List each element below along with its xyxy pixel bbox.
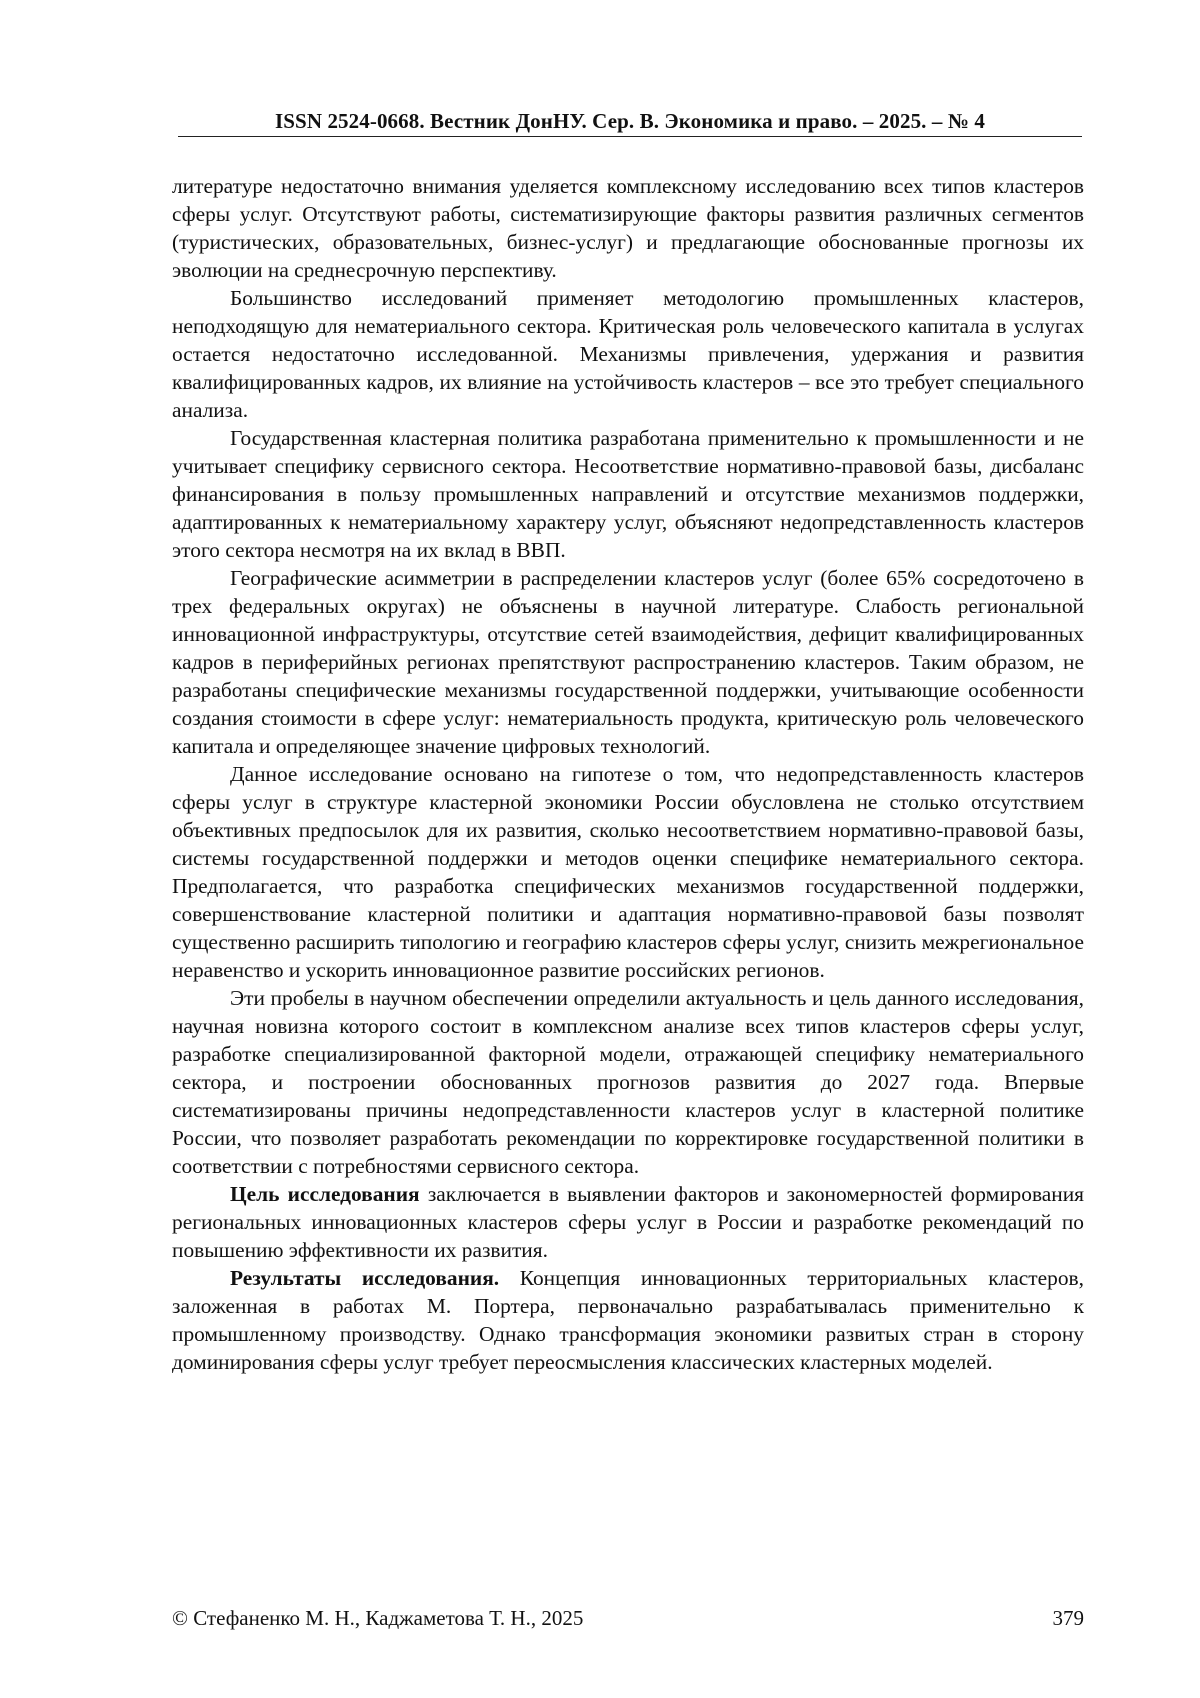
paragraph-continued: литературе недостаточно внимания уделяется комплексному исследованию всех типов кластеров сферы услуг. Отсутствуют работы, систематизирующие факторы развития различных сегментов (туристических, образовательных, бизнес-услуг) и предлагающие обоснованные прогнозы их эволюции на среднесрочную перспективу. <box>172 174 1084 282</box>
paragraph-research-results <box>172 1264 1084 1376</box>
article-body <box>172 172 1084 1376</box>
paragraph-state-policy: Государственная кластерная политика разработана применительно к промышленности и не учитывает специфику сервисного сектора. Несоответствие нормативно-правовой базы, дисбаланс финансирования в пользу промышленных направлений и отсутствие механизмов поддержки, адаптированных к нематериальному характеру услуг, объясняют недопредставленность кластеров этого сектора несмотря на их вклад в ВВП. <box>172 426 1084 562</box>
paragraph-methodology: Большинство исследований применяет методологию промышленных кластеров, неподходящую для нематериального сектора. Критическая роль человеческого капитала в услугах остается недостаточно исследованной. Механизмы привлечения, удержания и развития квалифицированных кадров, их влияние на устойчивость кластеров – все это требует специального анализа. <box>172 286 1084 422</box>
research-goal-text: заключается в выявлении факторов и закономерностей формирования региональных инновационных кластеров сферы услуг в России и разработке рекомендаций по повышению эффективности их развития. <box>172 1182 1084 1262</box>
research-results-heading: Результаты исследования. <box>230 1266 500 1290</box>
paragraph-hypothesis: Данное исследование основано на гипотезе о том, что недопредставленность кластеров сферы услуг в структуре кластерной экономики России обусловлена не столько отсутствием объективных предпосылок для их развития, сколько несоответствием нормативно-правовой базы, системы государственной поддержки и методов оценки специфике нематериального сектора. Предполагается, что разработка специфических механизмов государственной поддержки, совершенствование кластерной политики и адаптация нормативно-правовой базы позволят существенно расширить типологию и географию кластеров сферы услуг, снизить межрегиональное неравенство и ускорить инновационное развитие российских регионов. <box>172 762 1084 982</box>
page-number: 379 <box>1052 1606 1084 1630</box>
paragraph-novelty: Эти пробелы в научном обеспечении определили актуальность и цель данного исследования, научная новизна которого состоит в комплексном анализе всех типов кластеров сферы услуг, разработке специализированной факторной модели, отражающей специфику нематериального сектора, и построении обоснованных прогнозов развития до 2027 года. Впервые систематизированы причины недопредставленности кластеров услуг в кластерной политике России, что позволяет разработать рекомендации по корректировке государственной политики в соответствии с потребностями сервисного сектора. <box>172 986 1084 1178</box>
research-results-text: Концепция инновационных территориальных кластеров, заложенная в работах М. Портера, первоначально разрабатывалась применительно к промышленному производству. Однако трансформация экономики развитых стран в сторону доминирования сферы услуг требует переосмысления классических кластерных моделей. <box>172 1266 1084 1374</box>
header-divider <box>178 136 1082 137</box>
paragraph-research-goal <box>172 1180 1084 1264</box>
running-header: ISSN 2524-0668. Вестник ДонНУ. Сер. В. Экономика и право. – 2025. – № 4 <box>275 109 985 133</box>
research-goal-heading: Цель исследования <box>230 1182 420 1206</box>
copyright-notice: © Стефаненко М. Н., Каджаметова Т. Н., 2025 <box>172 1606 584 1630</box>
paragraph-geographic-asymmetry: Географические асимметрии в распределении кластеров услуг (более 65% сосредоточено в трех федеральных округах) не объяснены в научной литературе. Слабость региональной инновационной инфраструктуры, отсутствие сетей взаимодействия, дефицит квалифицированных кадров в периферийных регионах препятствуют распространению кластеров. Таким образом, не разработаны специфические механизмы государственной поддержки, учитывающие особенности создания стоимости в сфере услуг: нематериальность продукта, критическую роль человеческого капитала и определяющее значение цифровых технологий. <box>172 566 1084 758</box>
